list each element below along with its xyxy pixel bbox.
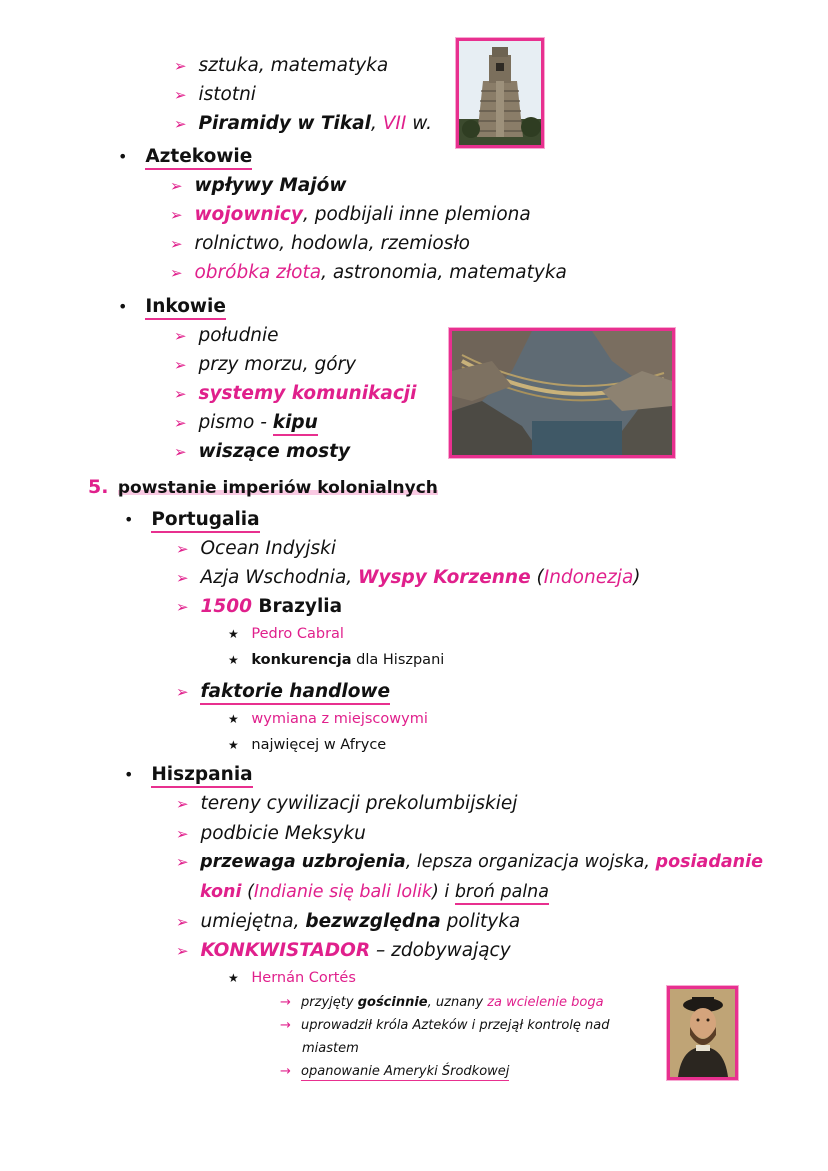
arrow-bullet-icon: ➢ [176, 942, 189, 960]
list-item: ➢ pismo - kipu [174, 414, 318, 433]
arrow-bullet-icon: ➢ [176, 795, 189, 813]
list-item-continuation: koni (Indianie się bali lolik) i broń palna [200, 884, 549, 902]
arrow-bullet-icon: ➢ [176, 913, 189, 931]
arrow-bullet-icon: ➢ [174, 385, 187, 403]
star-bullet-icon: ★ [228, 712, 239, 726]
sub-sub-item-continuation: miastem [302, 1041, 359, 1056]
arrow-bullet-icon: ➢ [174, 356, 187, 374]
arrow-bullet-icon: ➢ [176, 569, 189, 587]
section-heading-spain: • Hiszpania [124, 766, 253, 785]
arrow-bullet-icon: ➢ [174, 86, 187, 104]
list-item: ➢ sztuka, matematyka [174, 55, 389, 76]
list-item: ➢ faktorie handlowe [176, 683, 390, 702]
section-heading-aztecs: • Aztekowie [118, 148, 252, 167]
arrow-right-icon: → [280, 1064, 291, 1079]
list-item: ➢ podbicie Meksyku [176, 823, 366, 844]
sub-item: ★ Hernán Cortés [228, 970, 356, 986]
sub-sub-item: → przyjęty gościnnie, uznany za wcielenie boga [280, 995, 604, 1010]
star-bullet-icon: ★ [228, 971, 239, 985]
arrow-bullet-icon: ➢ [176, 683, 189, 701]
list-item: ➢ przewaga uzbrojenia, lepsza organizacja wojska, posiadanie [176, 852, 763, 872]
list-item: ➢ Piramidy w Tikal, VII w. [174, 113, 433, 134]
list-item: ➢ istotni [174, 84, 256, 105]
arrow-bullet-icon: ➢ [170, 206, 183, 224]
sub-item: ★ Pedro Cabral [228, 626, 344, 642]
section-heading-portugal: • Portugalia [124, 511, 260, 530]
section-heading-incas: • Inkowie [118, 298, 226, 317]
bullet-icon: • [124, 510, 134, 529]
list-item: ➢ tereny cywilizacji prekolumbijskiej [176, 793, 518, 814]
list-item: ➢ obróbka złota, astronomia, matematyka [170, 262, 567, 283]
arrow-bullet-icon: ➢ [174, 414, 187, 432]
sub-item: ★ konkurencja dla Hiszpani [228, 652, 445, 668]
list-item: ➢ umiejętna, bezwzględna polityka [176, 911, 521, 932]
arrow-bullet-icon: ➢ [174, 57, 187, 75]
star-bullet-icon: ★ [228, 738, 239, 752]
arrow-bullet-icon: ➢ [176, 598, 189, 616]
sub-item: ★ najwięcej w Afryce [228, 737, 387, 753]
list-item: ➢ Azja Wschodnia, Wyspy Korzenne (Indonezja) [176, 567, 641, 588]
list-item: ➢ wpływy Majów [170, 175, 347, 196]
star-bullet-icon: ★ [228, 653, 239, 667]
bullet-icon: • [118, 297, 128, 316]
star-bullet-icon: ★ [228, 627, 239, 641]
arrow-bullet-icon: ➢ [176, 825, 189, 843]
list-item: ➢ wojownicy, podbijali inne plemiona [170, 204, 531, 225]
sub-sub-item: → opanowanie Ameryki Środkowej [280, 1064, 510, 1079]
list-item: ➢ przy morzu, góry [174, 354, 357, 375]
bullet-icon: • [124, 765, 134, 784]
rope-bridge-image [449, 328, 675, 458]
list-item: ➢ KONKWISTADOR – zdobywający [176, 940, 511, 961]
sub-sub-item: → uprowadził króla Azteków i przejął kontrolę nad [280, 1018, 610, 1033]
arrow-bullet-icon: ➢ [170, 235, 183, 253]
arrow-bullet-icon: ➢ [170, 177, 183, 195]
list-item: ➢ rolnictwo, hodowla, rzemiosło [170, 233, 470, 254]
arrow-bullet-icon: ➢ [176, 540, 189, 558]
arrow-bullet-icon: ➢ [174, 115, 187, 133]
arrow-bullet-icon: ➢ [174, 443, 187, 461]
arrow-bullet-icon: ➢ [174, 327, 187, 345]
arrow-bullet-icon: ➢ [176, 853, 189, 871]
sub-item: ★ wymiana z miejscowymi [228, 711, 428, 727]
list-item: ➢ wiszące mosty [174, 441, 351, 462]
arrow-right-icon: → [280, 1018, 291, 1033]
tikal-pyramid-image [456, 38, 544, 148]
list-item: ➢ 1500 Brazylia [176, 596, 343, 617]
list-item: ➢ południe [174, 325, 279, 346]
list-item: ➢ systemy komunikacji [174, 383, 417, 404]
arrow-bullet-icon: ➢ [170, 264, 183, 282]
list-item: ➢ Ocean Indyjski [176, 538, 337, 559]
arrow-right-icon: → [280, 995, 291, 1010]
section-title-5: 5. powstanie imperiów kolonialnych [88, 476, 438, 498]
cortes-portrait-image [667, 986, 738, 1080]
bullet-icon: • [118, 147, 128, 166]
